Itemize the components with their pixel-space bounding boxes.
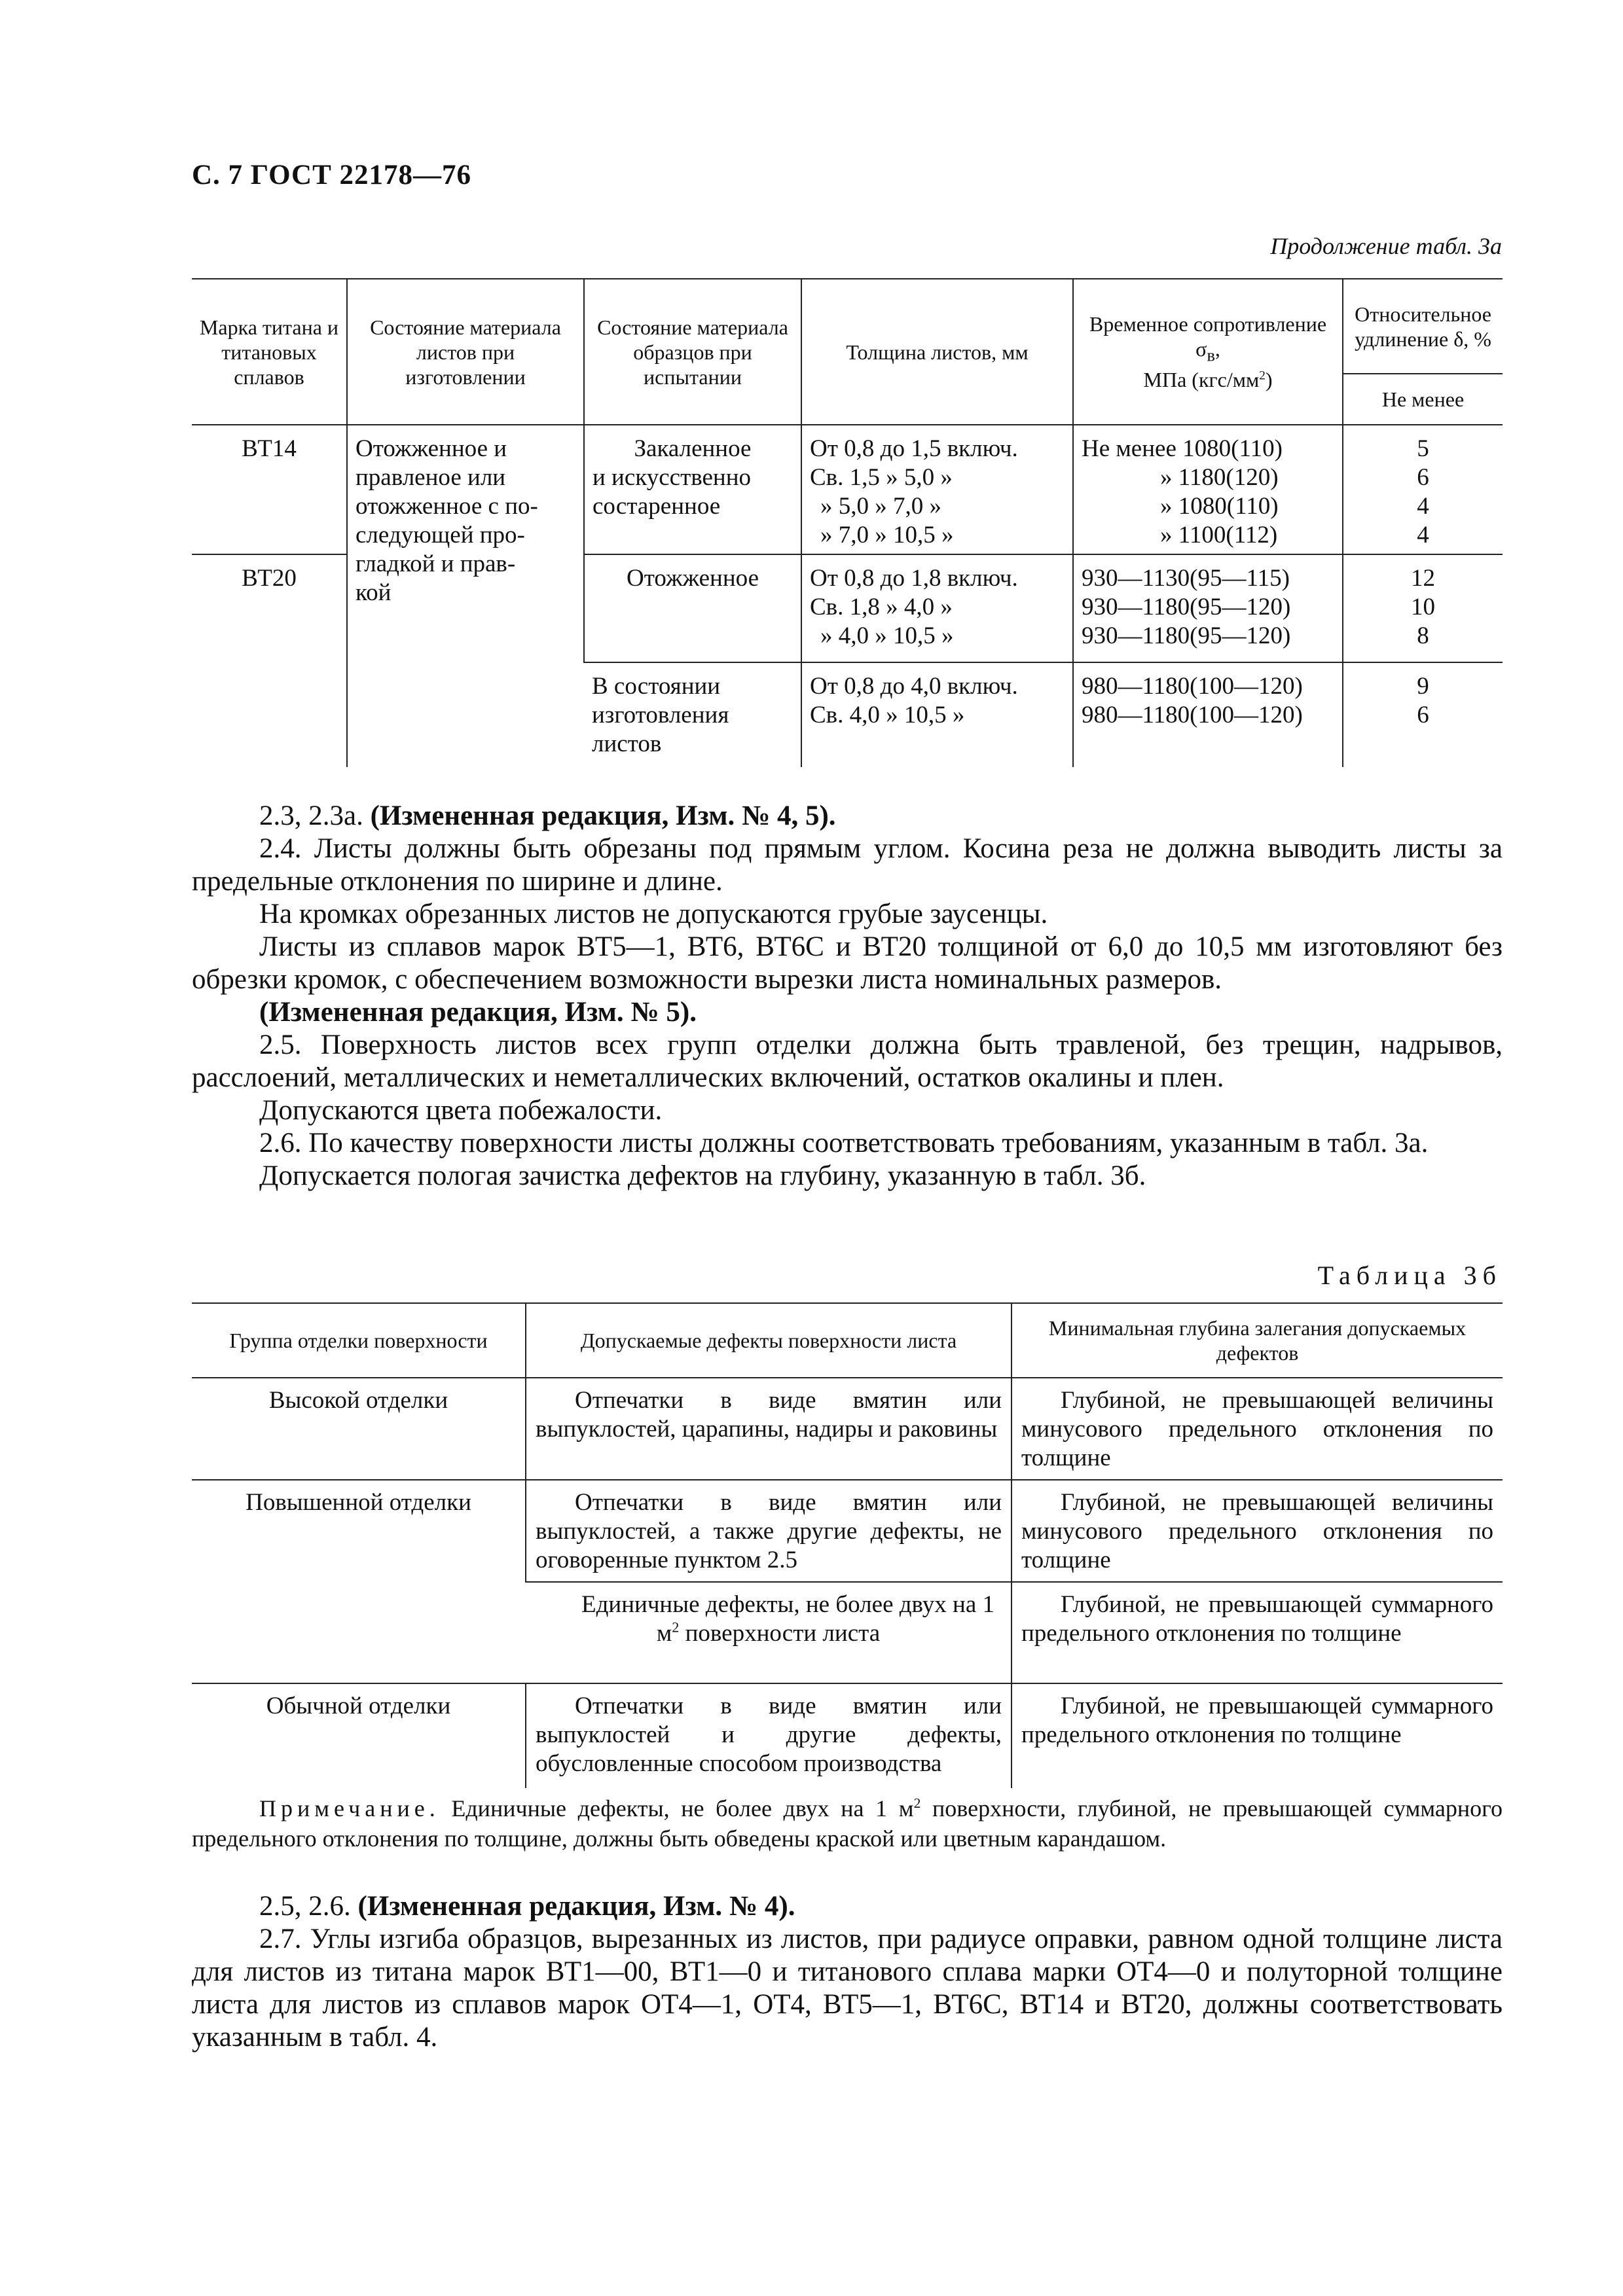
paragraph-burrs: На кромках обрезанных листов не допускаются грубые заусенцы. [259, 899, 1048, 929]
paragraph-2-7: 2.7. Углы изгиба образцов, вырезанных из листов, при радиусе оправки, равном одной толщине листа для листов из титана марок ВТ1—00, ВТ1—0 и титанового сплава марки ОТ4—0 и полуторной толщине листа для листов из сплавов марок ОТ4—1, ОТ4, ВТ5—1, ВТ6С, ВТ14 и ВТ20, должны соответствовать указанным в табл. 4. [192, 1924, 1503, 2053]
table-3a [192, 278, 1503, 767]
header-grade: Марка титана и титановых сплавов [192, 279, 347, 425]
paragraph-amendment-3: 2.5, 2.6. (Измененная редакция, Изм. № 4). [259, 1891, 795, 1922]
table-note: Примечание. Единичные дефекты, не более двух на 1 $м^2$ поверхности, глубиной, не превышающей суммарного предельного отклонения по толщине, должны быть обведены краской или цветным карандашом. [192, 1795, 1503, 1852]
paragraph-amendment-1: 2.3, 2.3а. (Измененная редакция, Изм. № 4, 5). [259, 800, 836, 831]
state-test-r2: Отожженное [584, 554, 801, 662]
strength-r3: 980—1180(100—120) 980—1180(100—120) [1073, 662, 1343, 767]
paragraph-cleaning: Допускается пологая зачистка дефектов на глубину, указанную в табл. 3б. [259, 1160, 1146, 1191]
state-test-r3: В состоянии изготовления листов [584, 662, 801, 767]
group-high: Высокой отделки [268, 1387, 448, 1414]
elongation-r2: 12 10 8 [1343, 554, 1503, 662]
header-defects: Допускаемые дефекты поверхности листа [526, 1303, 1012, 1378]
state-test-r1: Закаленное и искусственно состаренное [584, 425, 801, 554]
grade-vt14: ВТ14 [242, 435, 297, 462]
header-elongation: Относительное удлинение δ, % [1343, 279, 1503, 374]
grade-vt20: ВТ20 [192, 554, 347, 767]
paragraph-edges: Листы из сплавов марок ВТ5—1, ВТ6, ВТ6С и ВТ20 толщиной от 6,0 до 10,5 мм изготовляют без обрезки кромок, с обеспечением возможности вырезки листа номинальных размеров. [192, 931, 1503, 995]
table-3b-label: Таблица 3б [1317, 1261, 1502, 1290]
depth-high: Глубиной, не превышающей величины минусового предельного отклонения по толщине [1012, 1378, 1503, 1480]
defects-high: Отпечатки в виде вмятин или выпуклостей, царапины, надиры и раковины [526, 1378, 1012, 1480]
body-text-2 [192, 1890, 1503, 2054]
body-text-1 [192, 800, 1503, 1193]
header-state-test: Состояние материала образцов при испытании [584, 279, 801, 425]
depth-elevated-1: Глубиной, не превышающей величины минусового предельного отклонения по толщине [1012, 1480, 1503, 1582]
page-header: С. 7 ГОСТ 22178—76 [192, 160, 472, 190]
paragraph-2-6: 2.6. По качеству поверхности листы должны соответствовать требованиям, указанным в табл. 3а. [259, 1128, 1429, 1158]
defects-elevated-1: Отпечатки в виде вмятин или выпуклостей, а также другие дефекты, не оговоренные пунктом 2.5 [526, 1480, 1012, 1582]
thickness-r1: От 0,8 до 1,5 включ. Св. 1,5 » 5,0 » » 5,0 » 7,0 » » 7,0 » 10,5 » [801, 425, 1073, 554]
group-elevated: Повышенной отделки [192, 1480, 526, 1683]
strength-r1: Не менее 1080(110) » 1180(120) » 1080(110) » 1100(112) [1073, 425, 1343, 554]
header-group: Группа отделки поверхности [192, 1303, 526, 1378]
header-strength: Временное сопротивление $\sigma_в$, МПа $(кгс/мм^2)$ [1073, 279, 1343, 425]
elongation-r3: 9 6 [1343, 662, 1503, 767]
thickness-r2: От 0,8 до 1,8 включ. Св. 1,8 » 4,0 » » 4,0 » 10,5 » [801, 554, 1073, 662]
elongation-r1: 5 6 4 4 [1343, 425, 1503, 554]
defects-elevated-2: Единичные дефекты, не более двух на 1 $м^2$ поверхности листа [526, 1582, 1012, 1683]
paragraph-amendment-2: (Измененная редакция, Изм. № 5). [259, 997, 697, 1028]
state-manufacture: Отожженное и правленое или отожженное с по- следующей про- гладкой и прав- кой [347, 425, 584, 767]
group-ordinary: Обычной отделки [192, 1683, 526, 1788]
paragraph-2-5: 2.5. Поверхность листов всех групп отделки должна быть травленой, без трещин, надрывов, расслоений, металлических и неметаллических включений, остатков окалины и плен. [192, 1030, 1503, 1093]
paragraph-tint: Допускаются цвета побежалости. [259, 1095, 663, 1126]
thickness-r3: От 0,8 до 4,0 включ. Св. 4,0 » 10,5 » [801, 662, 1073, 767]
table-continuation-label: Продолжение табл. 3а [1270, 233, 1502, 259]
paragraph-2-4: 2.4. Листы должны быть обрезаны под прямым углом. Косина реза не должна выводить листы за предельные отклонения по ширине и длине. [192, 833, 1503, 897]
depth-ordinary: Глубиной, не превышающей суммарного предельного отклонения по толщине [1012, 1683, 1503, 1788]
strength-r2: 930—1130(95—115) 930—1180(95—120) 930—1180(95—120) [1073, 554, 1343, 662]
header-depth: Минимальная глубина залегания допускаемых дефектов [1012, 1303, 1503, 1378]
header-thickness: Толщина листов, мм [801, 279, 1073, 425]
header-elongation-min: Не менее [1343, 374, 1503, 425]
table-3b [192, 1302, 1503, 1788]
defects-ordinary: Отпечатки в виде вмятин или выпуклостей и другие дефекты, обусловленные способом производства [526, 1683, 1012, 1788]
header-state-manufacture: Состояние материала листов при изготовлении [347, 279, 584, 425]
depth-elevated-2: Глубиной, не превышающей суммарного предельного отклонения по толщине [1012, 1582, 1503, 1683]
note-label: Примечание. [259, 1795, 440, 1821]
